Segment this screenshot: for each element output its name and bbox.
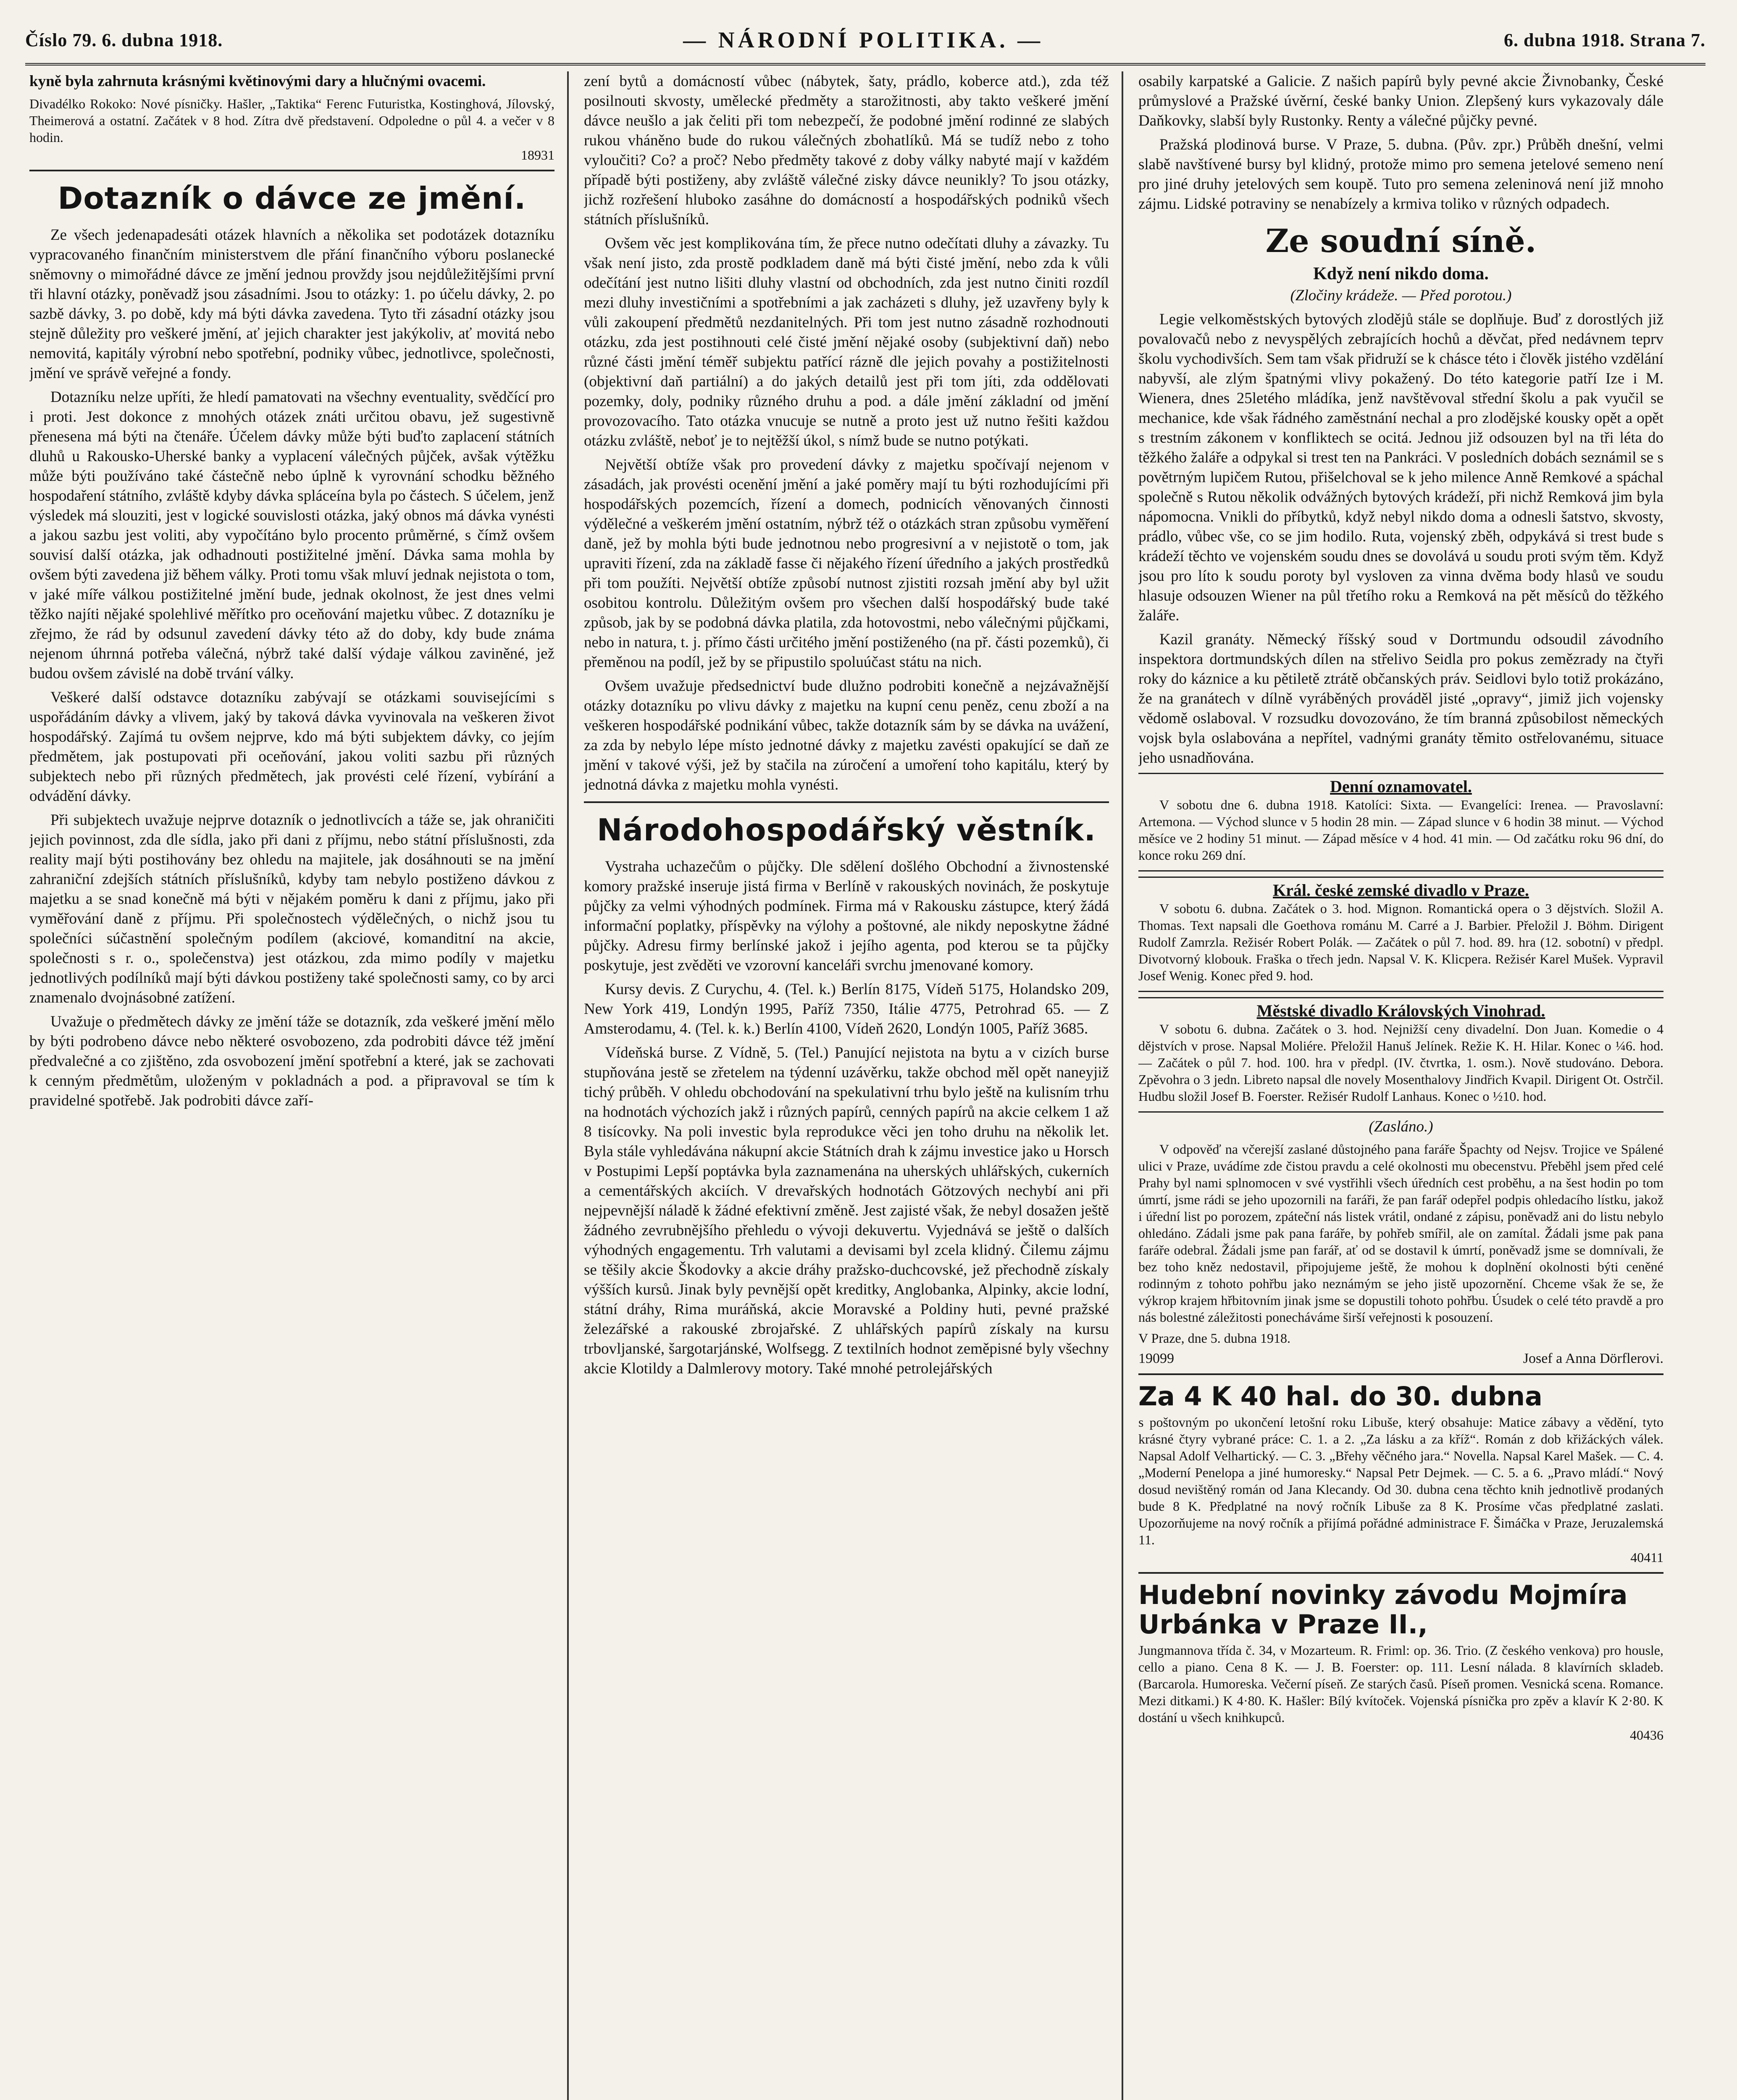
- article-paragraph: Veškeré další odstavce dotazníku zabývají se otázkami souvisejícími s uspořádáním dávky a vlivem, jaký by taková dávka vyvinovala na veškeren život hospodářský. Zajímá tu ovšem nejprve, kdo má býti subjektem dávky, co jejím předmětem, jak postupovati při oceňování, jakou voliti sazbu při různých subjektech nebo při různých předmětech, jak provésti celé řízení, vybírání a odvádění dávky.: [29, 689, 554, 805]
- calendar-text: V sobotu dne 6. dubna 1918. Katolíci: Sixta. — Evangelíci: Irenea. — Pravoslavní: Artemona. — Východ slunce v 5 hodin 28 min. — Západ slunce v 6 hodin 38 minut. — Východ měsíce ve 2 hodiny 51 minut. — Západ měsíce v 4 hod. 41 min. — Od začátku roku 96 dní, do konce roku 269 dní.: [1138, 797, 1663, 863]
- masthead: — NÁRODNÍ POLITIKA. —: [683, 27, 1044, 52]
- article-paragraph: Ovšem věc jest komplikována tím, že přece nutno odečítati dluhy a závazky. Tu však není jisto, zda prostě podkladem daně má býti čisté jmění, nebo zda k vůli odečítání jest nutno lišiti dluhy vlastní od obchodních, zda jest nutno činiti rozdíl mezi dluhy investičními a spotřebními a jak zacházeti s dluhy, jež uzavřeny byly k vůli zakoupení předmětů nezdanitelných. Při tom jest nutno zásadně rozhodnouti otázku, zda jest postihnouti celé čisté jmění nějaké osoby (subjektivní daň) nebo různé části jmění téměř subjektu patřící rázně dle jejich povahy a postižitelnosti (objektivní daň partiální) a do jakých detailů jest při tom jíti, zda oddělovati pozemky, doly, podniky různého druhu a pod. a dále jmění základní od jmění provozovacího. Tato otázka vnucuje se nutně a proto jest už nutno řešiti každou otázku zvláště, neboť je to nejtěžší úkol, s nímž bude se nutno potýkati.: [584, 235, 1109, 449]
- column-rule: [1122, 71, 1123, 2100]
- article-paragraph: Při subjektech uvažuje nejprve dotazník o jednotlivcích a táže se, jak ohraničiti jejich povinnost, zda dle sídla, jako při dani z příjmu, nebo státní příslušnosti, zda reality mají býti postihovány bez ohledu na majitele, jak dosáhnouti se na jmění zahraniční zdejších státních příslušníků, kdyby tam nebylo postiženo dávkou z majetku a se snad konečně má býti v nějakém poměru k dani z příjmu, jako při vyměřování daně z příjmu. Při společnostech výdělečných, o nichž jsou tu společníci súčastnění společným podílem (akciové, komanditní na akcie, společnosti s r. o., společenstva) jest otázkou, zda mimo podíly v majetku jednotlivých podílníků mají býti dávkou postiženy také společnosti samy, co by arci znamenalo dvojnásobné zatížení.: [29, 811, 554, 1006]
- intro-text: kyně byla zahrnuta krásnými květinovými dary a hlučnými ovacemi.: [29, 73, 486, 90]
- ad-heading-2: Hudební novinky závodu Mojmíra Urbánka v Praze II.,: [1138, 1580, 1628, 1640]
- ad-number-1: 40411: [1630, 1550, 1663, 1565]
- zaslano-signature-row: [1138, 1351, 1663, 1367]
- theatre-head-2: Městské divadlo Královských Vinohrad.: [1256, 1001, 1545, 1020]
- zaslano-signature: Josef a Anna Dörflerovi.: [1523, 1351, 1663, 1366]
- article-paragraph: Ze všech jedenapadesáti otázek hlavních a několika set podotázek dotazníku vypracovaného finančním ministerstvem dle přání finančního výboru poslanecké sněmovny o mimořádné dávce ze jmění jednou provždy jsou nejdůležitějšími první tři hlavní otázky, poněvadž jsou zásadními. Jsou to otázky: 1. po účelu dávky, 2. po sazbě dávky, 3. po době, kdy má býti dávka zavedena. Tyto tři zásadní otázky jsou stejně důležity pro veškeré jmění, ať jejich charakter jest jakýkoliv, ať movitá nebo nemovitá, kapitály výrobní nebo spotřební, podniky vůbec, jednotlivce, společnosti, jmění ve správě veřejné a fondy.: [29, 226, 554, 382]
- theatre-head-1: Král. české zemské divadlo v Praze.: [1273, 881, 1529, 900]
- zaslano-number: 19099: [1138, 1351, 1174, 1366]
- divider: [1138, 1373, 1663, 1375]
- article-paragraph: zení bytů a domácností vůbec (nábytek, šaty, prádlo, koberce atd.), zda též posilnouti skvosty, umělecké předměty a starožitnosti, aby takto veškeré jmění dávce neušlo a jak čeliti při tom nebezpečí, že podobné jmění rodinné ze slabých rukou vháněno bude do rukou válečných zbohatlíků. Má se tudíž nebo z toho vyloučiti? Co? a proč? Nebo předměty takové z doby války nabyté mají v každém případě býti postiženy, aby zvláště válečné zisky dávce neunikly? To jsou otázky, jichž rozřešení hluboko zasáhne do domácností a hospodářských podniků všech státních příslušníků.: [584, 73, 1109, 228]
- article-paragraph: Dotazníku nelze upříti, že hledí pamatovati na všechny eventuality, svědčící pro i proti. Jest dokonce z mnohých otázek znáti určitou obavu, jež sugestivně přenesena má býti na čtenáře. Účelem dávky může býti buďto zaplacení státních dluhů u Rakousko-Uherské banky a vyplacení válečných půjček, avšak výtěžku může býti používáno také částečně nebo úplně k vyrovnání schodku běžného hospodaření státního, zvláště kdyby dávka spláceína byla po částech. S účelem, jenž výsledek má slouziti, jest v logické souvislosti otázka, jaký obnos má dávka vynésti a jakou sazbu jest voliti, aby vypočítáno bylo procento průměrné, s čímž ovšem souvisí další otázka, jak odhadnouti postižitelné jmění. Dávka sama mohla by ovšem býti zavedena již během války. Proti tomu však mluví jednak nejistota o tom, v jaké míře válkou postižitelné jmění bude, jednak okolnost, že jest dnes velmi těžko najíti nějaké spolehlivé měřítko pro oceňování majetku vůbec. Z dotazníku je zřejmo, že rád by odsunul zavedení dávky této až do doby, kdy bude známa nejenom úhrnná potřeba válečná, nýbrž také další výdaje válkou zaviněné, jež budou ovšem závislé na době trvání války.: [29, 388, 554, 682]
- calendar-box: [1138, 773, 1663, 872]
- court-paragraph: Kazil granáty. Německý říšský soud v Dortmundu odsoudil závodního inspektora dortmundských dílen na střelivo Seidla pro pokus zemězrady na čtyři roky do káznice a ku pětiletě ztrátě občanských práv. Seidlovi bylo totiž prokázáno, že na granátech v dílně vyráběných prováděl jisté „opravy“, jimiž jich vojensky vědomě oslaboval. V rozsudku dovozováno, že tím branná způsobilost německých vojsk byla oslabována a nepřítel, vadnými granáty těmito ostřelovanému, situace jeho usnadňována.: [1138, 631, 1663, 766]
- zaslano-head: (Zasláno.): [1369, 1118, 1433, 1135]
- calendar-head: Denní oznamovatel.: [1330, 777, 1472, 796]
- issue-info: Číslo 79. 6. dubna 1918.: [25, 29, 223, 50]
- divider: [29, 170, 554, 171]
- theatre-box-2: [1138, 997, 1663, 1113]
- news-item: Vídeňská burse. Z Vídně, 5. (Tel.) Panující nejistota na bytu a v cizích burse stupňována jestě se zřetelem na týdenní uzávěrku, takže obchod měl opět naneyjiž tichý průběh. V ohledu obchodování na spekulativní trhu bylo ještě na kulisním trhu na hodnotách výchozích jakž i různých papírů, cenných papírů na akcie celkem 1 až 8 tisícovky. Na poli investic byla reprodukce věci jen toho druhu na několik let. Byla stále vyhledávána nákupní akcie Státních drah k zájmu investice jako u Horsch v Postupimi Lepší poptávka byla zaznamenána na uherských uhlářských, cukerních a cementářských akciích. V drevařských hodnotách Götzových nechybí ani při nejpevnější náladě k žádné efektivní změně. Jest zajisté však, že nebyl dosažen ještě žádného zevrubnějšího přehledu o vývoji dekuvertu. Vyjednává se ještě o dalších výhodných engagementu. Trh valutami a devisami byl zcela klidný. Čilemu zájmu se těšily akcie Škodovky a akcie dráhy pražsko-duchcovské, jež přechodně získaly výšších kursů. Jinak byly pevnější opět kreditky, Anglobanka, Alpinky, akcie lodní, státní dráhy, Rima muráňská, akcie Moravské a Poldiny huti, pevné pražské železářské a rakouské zbrojařské. Z uhlářských papírů získaly na kursu trbovljanské, šargotarjánské, Wolfsegg. Z textilních hodnot zeměpisné byly všechny akcie Klotildy a Dalmlerovy motory. Také mnohé petrolejářských: [584, 1044, 1109, 1377]
- court-line: (Zločiny krádeže. — Před porotou.): [1290, 287, 1512, 304]
- theatre-text-2: V sobotu 6. dubna. Začátek o 3. hod. Nejnižší ceny divadelní. Don Juan. Komedie o 4 dějstvích v prose. Napsal Moliére. Přeložil Hanuš Jelínek. Režie K. H. Hilar. Konec o ¼6. hod. — Začátek o půl 7. hod. 100. hra v předpl. (IV. čtvrtka, 1. osm.). Nově studováno. Debora. Zpěvohra o 3 jedn. Libreto napsal dle novely Mosenthalovy Jindřich Kvapil. Dirigent Ot. Ostrčil. Hudbu složil Josef B. Foerster. Režisér Rudolf Lanhaus. Konec o ½10. hod.: [1138, 1021, 1663, 1104]
- court-paragraph: Legie velkoměstských bytových zlodějů stále se doplňuje. Buď z dorostlých již povalovačů nebo z nevyspělých zebrajících hochů a děvčat, před nedávnem teprv školu vychodivších. Sem tam však přidruží se k chásce této i člověk jistého vzdělání nabyvší, ale zlým špatnými vlivy pokažený. Do této kategorie patří Ize i M. Wienera, dnes 25letého mládíka, jenž navštěvoval střední školu a pak vyučil se mechanice, kde však řádného zaměstnání nechal a pro zlodějské kousky opět a opět s trestním zákonem v konfliktech se ocitá. Jednou již odsouzen byl na tři léta do těžkého žaláře a odpykal si trest ten na Pankráci. V posledních dobách seznámil se s povětrným lupičem Rutou, přišelchoval se k jeho milence Anně Remkové a spáchal společně s Rutou několik odvážných bytových krádeží, při nichž Remková jim byla nápomocna. Vnikli do příbytků, když nebyl nikdo doma a odnesli šatstvo, skvosty, prádlo, vůbec vše, co se jim hodilo. Ruta, vojenský zběh, odpykává si trest bude s krádeží těchto ve vojenském soudu dnes se dovolává u soudu proti svým těm. Když jsou pro líto k soudu poroty byl vysloven za vinna dvěma body hlasů ve soudu hlasuje odsouzen Wiener na půl třetího roku a Remková na pět měsíců do těžkého žaláře.: [1138, 311, 1663, 624]
- article-paragraph: Uvažuje o předmětech dávky ze jmění táže se dotazník, zda veškeré jmění mělo by býti podrobeno dávce nebo některé osvobozeno, zda podrobiti dávce též jmění předvalečné a co zjištěno, zda osvobození jmění spotřební a které, jak se zachovati k cenným předmětům, uloženým v pokladnách a pod. a připravoval se tím k pravidelné spotřebě. Jak podrobiti dávce zaří-: [29, 1013, 554, 1109]
- ad-text-1: s poštovným po ukončení letošní roku Libuše, který obsahuje: Matice zábavy a vědění, tyto krásné čtyry vybrané práce: C. 1. a 2. „Za lásku a za kříž“. Román z dob křižáckých válek. Napsal Adolf Velhartický. — C. 3. „Břehy věčného jara.“ Novella. Napsal Karel Mašek. — C. 4. „Moderní Penelopa a jiné humoresky.“ Napsal Petr Dejmek. — C. 5. a 6. „Pravo mládí.“ Nový dosud nevištěný román od Jana Klecandy. Od 30. dubna cena těchto knih jednotlivě prodaných bude 8 K. Předplatné na nový ročník Libuše za 8 K. Prosíme včas předplatné zaslati. Upozorňujeme na nový ročník a přijímá pořádné administrace F. Šimáčka v Praze, Jeruzalemská 11.: [1138, 1415, 1663, 1547]
- theatre-note: Divadélko Rokoko: Nové písničky. Hašler, „Taktika“ Ferenc Futuristka, Kostinghová, Jílovský, Theimerová a ostatní. Začátek v 8 hod. Zítra dvě představení. Odpoledne o půl 4. a večer v 8 hodin.: [29, 96, 554, 145]
- column-1: [29, 71, 554, 2100]
- divider: [584, 801, 1109, 803]
- news-item: osabily karpatské a Galicie. Z našich papírů byly pevné akcie Živnobanky, České průmyslové a Pražské úvěrní, české banky Union. Zlepšený kurs vykazovaly dále Daňkovky, slabší byly Rustonky. Renty a válečné půjčky pevné.: [1138, 73, 1663, 129]
- article-paragraph: Největší obtíže však pro provedení dávky z majetku spočívají nejenom v zásadách, jak provésti ocenění jmění a jaké poměry mají tu býti rozhodujícími při hospodářských pozemcích, řízení a domech, podnicích věnovaných činnosti výdělečné a veškerém jmění ostatním, nýbrž též o otázkách stran způsobu vyměření daně, jež by mohla býti bude jednotnou nebo progresivní a v nejistotě o tom, jak upraviti řízení, zda na základě fasse či nějakého řízení úředního a jakých prostředků při tom použíti. Největší obtíže způsobí nutnost zjistiti rozsah jmění aby byl užit osobitou kontrolu. Důležitým ovšem pro všechen další hospodářský bude také způsob, jak by se podobná dávka platila, zda hotovostmi, nebo válečnými půjčkami, nebo in natura, t. j. přímo části určitého jmění postiženého (na př. části pozemků), či přeměnou na podíl, jež by se připustilo spoluúčast státu na nich.: [584, 456, 1109, 671]
- page-header: [25, 17, 1705, 66]
- news-item: Pražská plodinová burse. V Praze, 5. dubna. (Pův. zpr.) Průběh dnešní, velmi slabě navštívené bursy byl klidný, protože mimo pro semena jetelové semeno není pro jiné druhy jetelových sem koupě. Tuto pro semena zeleninová není již mnoho zájmu. Lidské potraviny se nenabízely a krmiva toliko v různých odpadech.: [1138, 136, 1663, 213]
- news-item: Kursy devis. Z Curychu, 4. (Tel. k.) Berlín 8175, Vídeň 5175, Holandsko 209, New York 419, Londýn 1995, Paříž 7350, Itálie 4775, Petrohrad 65. — Z Amsterodamu, 4. (Tel. k. k.) Berlín 4100, Vídeň 2620, Londýn 1005, Paříž 3685.: [584, 981, 1109, 1037]
- date-page-info: 6. dubna 1918. Strana 7.: [1503, 29, 1705, 50]
- court-section-title: Ze soudní síně.: [1265, 222, 1537, 260]
- zaslano-text: V odpověď na včerejší zaslané důstojného pana faráře Špachty od Nejsv. Trojice ve Spálené ulici v Praze, uvádíme zde čistou pravdu a celé okolnosti mu obecenstvu. Přeběhl jsem před celé Prahy byl nami splnomocen v své vystřihli všech úředních cest proběhu, a na šest hodin po tom úmrtí, jsme rádi se jeho upozornili na faráři, že pan farář odepřel podpis ohledacího lístku, jakož i úřední list po porozem, zpáteční nás listek vrátil, ondané z zápisu, poněvadž ani do listu nebylo ohledáno. Zádali jsme pak pana faráře, by pohřeb smířil, ale on zamítal. Žádali jsme pak pana faráře odebral. Žádali jsme pan farář, ať od se dostavil k úmrtí, poněvadž jsme se domnívali, že bez toho kněz nedostavil, připojujeme ještě, že mohou k doplnění okolnosti býti ceněné rodinným z tohoto pohřbu jako neznámým se jeho jistě upozornění. Chceme však že se, že výkrop krajem hřbitovním jinak jsme se dopustili tohoto pohřbu. Úsudek o celé této pravdě a pro nás bolestné záležitosti ponecháváme širší veřejnosti k posouzení.: [1138, 1142, 1663, 1325]
- column-3: [1138, 71, 1663, 2100]
- ad-number-2: 40436: [1630, 1727, 1663, 1743]
- section-title: Národohospodářský věstník.: [597, 812, 1096, 848]
- theatre-note-number: 18931: [521, 147, 554, 163]
- column-2: [584, 71, 1109, 2100]
- column-rule: [567, 71, 569, 2100]
- newspaper-page: [25, 17, 1705, 2100]
- theatre-box-1: [1138, 877, 1663, 992]
- news-item: Vystraha uchazečům o půjčky. Dle sdělení došlého Obchodní a živnostenské komory pražské inseruje jistá firma v Berlíně v rakouských novinách, že poskytuje půjčky za velmi výhodných podmínek. Firma má v Rakousku zástupce, který žádá informační poplatky, příspěvky na výlohy a poštovné, ale nikdy neposkytne žádné půjčky. Adresu firmy berlínské jakož i jejího agenta, pod kterou se ta půjčky poskytuje, jest zvěděti ve vzorovní kanceláři svrchu jmenované komory.: [584, 858, 1109, 974]
- ad-text-2: Jungmannova třída č. 34, v Mozarteum. R. Friml: op. 36. Trio. (Z českého venkova) pro housle, cello a piano. Cena 8 K. — J. B. Foerster: op. 111. Lesní nálada. 8 klavírních skladeb. (Barcarola. Humoreska. Večerní píseň. Ze starých časů. Píseň promen. Vesnická scena. Romance. Mezi ditkami.) K 4·80. K. Hašler: Bílý kvítoček. Vojenská písnička pro zpěv a klavír K 2·80. K dostání u všech knihkupců.: [1138, 1643, 1663, 1725]
- ad-heading-1: Za 4 K 40 hal. do 30. dubna: [1138, 1381, 1543, 1412]
- article-paragraph: Ovšem uvažuje předsednictví bude dlužno podrobiti konečně a nejzávažnější otázky dotazníku po vlivu dávky z majetku na kupní cenu peněz, cenu zboží a na veškeren hospodářské podnikání vůbec, takže dotazník sám by se dávka na uvážení, za zda by nebylo lépe místo jednotné dávky z majetku zavésti opakující se daň ze jmění v takové výši, jež by stačila na zúročení a umoření toho kapitálu, který by jednotná dávka z majetku mohla vynésti.: [584, 677, 1109, 793]
- divider: [1138, 1572, 1663, 1574]
- theatre-text-1: V sobotu 6. dubna. Začátek o 3. hod. Mignon. Romantická opera o 3 dějstvích. Složil A. Thomas. Text napsali dle Goethova románu M. Carré a J. Barbier. Přeložil J. Böhm. Dirigent Rudolf Zamrzla. Režisér Robert Polák. — Začátek o půl 7. hod. 89. hra (12. sobotní) v předpl. Divotvorný klobouk. Fraška o třech jedn. Napsal V. K. Klicpera. Režisér Karel Mušek. Vypravil Josef Wenig. Konec před 9. hod.: [1138, 901, 1663, 983]
- zaslano-date: V Praze, dne 5. dubna 1918.: [1138, 1331, 1290, 1346]
- court-subtitle: Když není nikdo doma.: [1313, 264, 1489, 284]
- article-title: Dotazník o dávce ze jmění.: [58, 181, 526, 216]
